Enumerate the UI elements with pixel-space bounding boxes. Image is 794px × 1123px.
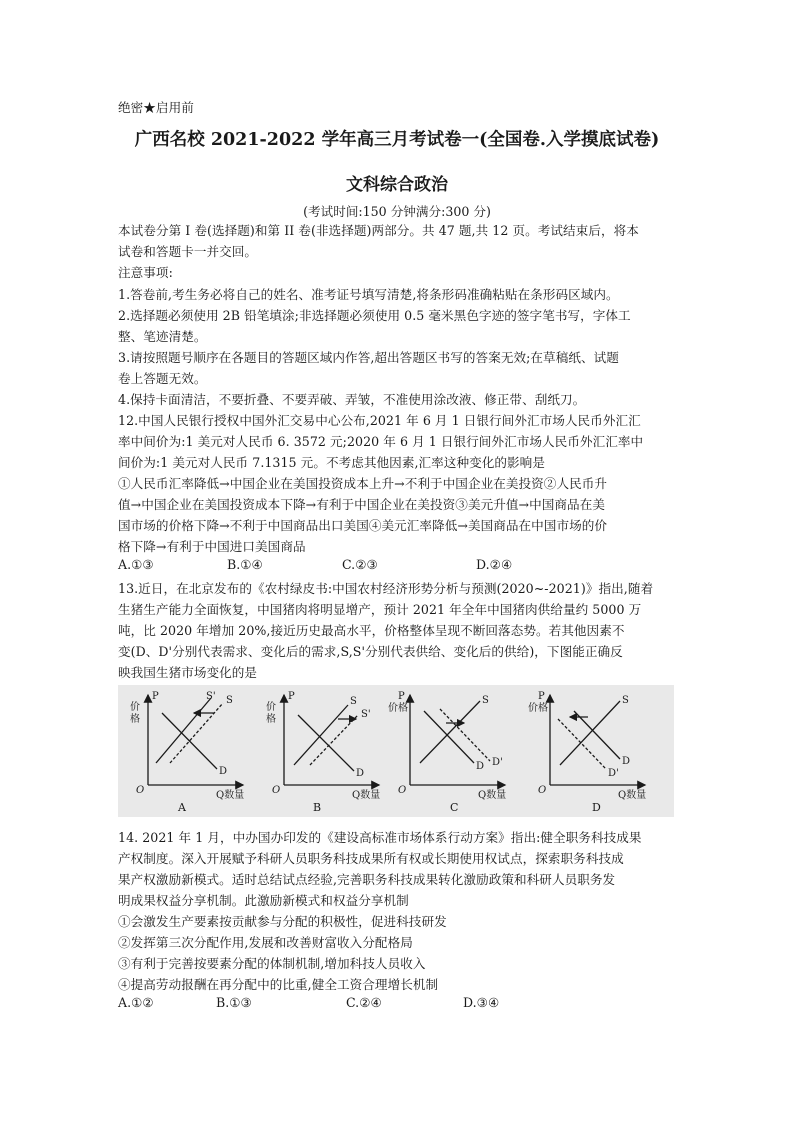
note-item: 3.请按照题号顺序在各题目的答题区域内作答,超出答题区书写的答案无效;在草稿纸、试题: [118, 350, 619, 365]
graph-d[interactable]: [528, 691, 646, 814]
q14-choice-line: ③有利于完善按要素分配的体制机制,增加科技人员收入: [118, 956, 426, 971]
graph-d-curve-d-prime: [558, 719, 606, 769]
note-item: 1.答卷前,考生务必将自己的姓名、准考证号填写清楚,将条形码准确粘贴在条形码区域内。: [118, 287, 619, 302]
graph-c[interactable]: [388, 691, 506, 814]
graph-b-y-label: 格: [266, 714, 276, 725]
graph-a-label: D: [219, 766, 228, 777]
supply-demand-graphs: [118, 685, 674, 817]
graph-d-curve-d: [574, 711, 620, 759]
q12-stem-line: 12.中国人民银行授权中国外汇交易中心公布,2021 年 6 月 1 日银行间外汇市场人民币外汇汇: [118, 413, 641, 428]
q12-option-a[interactable]: A.①③: [118, 557, 154, 572]
intro-line: 试卷和答题卡一并交回。: [118, 244, 258, 259]
q14-choice-line: ②发挥第三次分配作用,发展和改善财富收入分配格局: [118, 935, 413, 950]
graph-c-y-label: 价格: [388, 703, 408, 714]
graph-b-y-label: P: [288, 691, 295, 702]
note-item: 卷上答题无效。: [118, 371, 207, 386]
q12-stem-line: 值→中国企业在美国投资成本下降→有利于中国企业在美投资③美元升值→中国商品在美: [118, 497, 605, 512]
exam-time-score: (考试时间:150 分钟满分:300 分): [303, 204, 491, 219]
q13-stem-line: 变(D、D'分别代表需求、变化后的需求,S,S'分别代表供给、变化后的供给)，下图能正确反: [118, 644, 623, 659]
q14-option-b[interactable]: B.①③: [216, 995, 252, 1010]
graph-a-curve-s: [170, 703, 223, 763]
graph-b-letter: B: [313, 801, 322, 814]
q12-stem-line: ①人民币汇率降低→中国企业在美国投资成本上升→不利于中国企业在美投资②人民币升: [118, 476, 608, 491]
graph-d-curve-s: [560, 701, 620, 765]
graph-b-label: S: [350, 696, 357, 707]
graph-c-letter: C: [450, 801, 459, 814]
graph-a-y-label: 价: [130, 702, 140, 713]
graph-a-x-label: Q数量: [216, 790, 245, 801]
q13-stem-line: 13.近日，在北京发布的《农村绿皮书:中国农村经济形势分析与预测(2020~-2021)》指出,随着: [118, 581, 654, 596]
graph-b-origin: O: [272, 785, 281, 796]
intro-line: 本试卷分第 I 卷(选择题)和第 II 卷(非选择题)两部分。共 47 题,共 12 页。考试结束后，将本: [118, 223, 639, 238]
graph-a-curve-d: [162, 713, 217, 769]
graph-a[interactable]: [130, 691, 244, 814]
q13-stem-line: 映我国生猪市场变化的是: [118, 665, 258, 680]
graph-d-label: S: [622, 695, 629, 706]
graph-d-label: D': [608, 768, 619, 779]
q13-stem-line: 吨，比 2020 年增加 20%,接近历史最高水平，价格整体呈现不断回落态势。若其他因素不: [118, 623, 625, 638]
q14-stem-line: 果产权激励新模式。适时总结试点经验,完善职务科技成果转化激励政策和科研人员职务发: [118, 872, 616, 887]
q14-stem-line: 明成果权益分享机制。此激励新模式和权益分享机制: [118, 893, 409, 908]
note-item: 2.选择题必须使用 2B 铅笔填涂;非选择题必须使用 0.5 毫米黑色字迹的签字笔书写，字体工: [118, 308, 631, 323]
graph-d-y-label: 价格: [528, 703, 548, 714]
q12-stem-line: 格下降→有利于中国进口美国商品: [118, 539, 306, 554]
graph-a-letter: A: [178, 801, 186, 814]
graph-d-x-label: Q数量: [618, 790, 647, 801]
q12-stem-line: 间价为:1 美元对人民币 7.1315 元。不考虑其他因素,汇率这种变化的影响是: [118, 455, 545, 470]
graph-d-letter: D: [592, 801, 601, 814]
graph-b-label: D: [356, 768, 365, 779]
graph-a-curve-s-prime: [156, 698, 211, 763]
q14-option-c[interactable]: C.②④: [346, 995, 382, 1010]
graph-c-origin: O: [398, 785, 407, 796]
q13-stem-line: 生猪生产能力全面恢复，中国猪肉将明显增产，预计 2021 年全年中国猪肉供给量约 5000 万: [118, 602, 642, 617]
graph-d-origin: O: [538, 785, 547, 796]
q14-choice-line: ④提高劳动报酬在再分配中的比重,健全工资合理增长机制: [118, 977, 439, 992]
q14-stem-line: 14. 2021 年 1 月，中办国办印发的《建设高标准市场体系行动方案》指出:健全职务科技成果: [118, 830, 642, 845]
graph-b-x-label: Q数量: [352, 790, 381, 801]
graph-d-y-label: P: [538, 691, 545, 702]
graph-a-label: S': [206, 691, 216, 702]
q12-option-b[interactable]: B.①④: [227, 557, 263, 572]
graph-c-x-label: Q数量: [478, 790, 507, 801]
q14-stem-line: 产权制度。深入开展赋予科研人员职务科技成果所有权或长期使用权试点，探索职务科技成: [118, 851, 624, 866]
exam-title: 广西名校 2021-2022 学年高三月考试卷一(全国卷.入学摸底试卷): [134, 130, 660, 150]
q14-choice-line: ①会激发生产要素按贡献参与分配的积极性，促进科技研发: [118, 914, 447, 929]
graph-a-y-label: 格: [130, 714, 140, 725]
q12-option-c[interactable]: C.②③: [342, 557, 378, 572]
note-item: 4.保持卡面清洁，不要折叠、不要弄破、弄皱，不准使用涂改液、修正带、刮纸刀。: [118, 392, 586, 407]
subject-title: 文科综合政治: [346, 175, 448, 195]
graph-a-label: S: [226, 695, 233, 706]
q12-option-d[interactable]: D.②④: [476, 557, 513, 572]
graph-b-curve-d: [298, 715, 354, 771]
graph-a-origin: O: [136, 785, 145, 796]
q14-options: [118, 995, 678, 1016]
notes-heading: 注意事项:: [118, 265, 173, 280]
graph-d-label: D: [622, 756, 631, 767]
graph-c-label: D: [476, 761, 485, 772]
graph-c-label: S: [482, 695, 489, 706]
q14-option-d[interactable]: D.③④: [463, 995, 500, 1010]
graph-c-label: D': [492, 757, 503, 768]
graph-a-y-label: P: [152, 691, 159, 702]
graph-b-y-label: 价: [266, 702, 276, 713]
q14-option-a[interactable]: A.①②: [118, 995, 154, 1010]
graph-b[interactable]: [266, 691, 380, 814]
note-item: 整、笔迹清楚。: [118, 329, 207, 344]
graph-c-y-label: P: [398, 691, 405, 702]
graph-c-curve-s: [420, 701, 480, 763]
q12-stem-line: 国市场的价格下降→不利于中国商品出口美国④美元汇率降低→美国商品在中国市场的价: [118, 518, 608, 533]
q12-stem-line: 率中间价为:1 美元对人民币 6. 3572 元;2020 年 6 月 1 日银行间外汇市场人民币外汇汇率中: [118, 434, 644, 449]
q12-options: [118, 557, 678, 578]
graph-c-curve-d: [424, 711, 474, 763]
confidential-mark: 绝密★启用前: [118, 100, 194, 115]
graph-b-label: S': [361, 709, 371, 720]
